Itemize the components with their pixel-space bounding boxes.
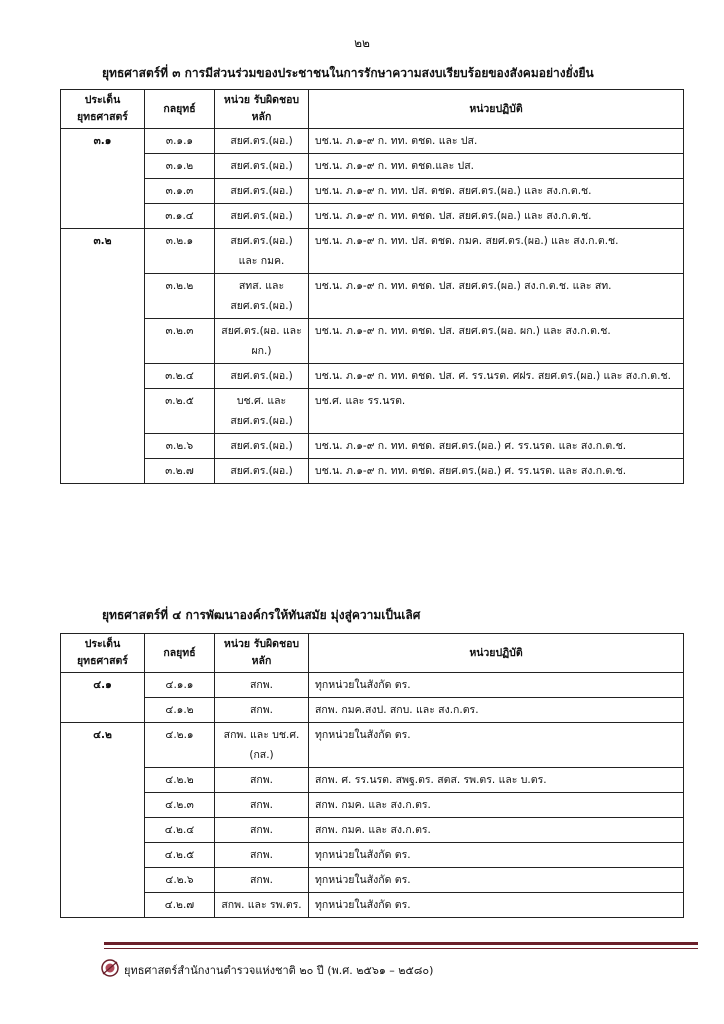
- operators-cell: บช.ศ. และ รร.นรต.: [309, 389, 684, 434]
- operators-cell: ทุกหน่วยในสังกัด ตร.: [309, 723, 684, 768]
- table-row: [61, 364, 684, 389]
- operators-cell: บช.น. ภ.๑-๙ ก. ทท. ปส. ตชด. กมค. สยศ.ตร.(ผอ.) และ สง.ก.ต.ช.: [309, 229, 684, 274]
- table-row: [61, 459, 684, 484]
- responsible-cell: สกพ.: [215, 843, 309, 868]
- substrategy-cell: ๓.๒.๒: [145, 274, 215, 319]
- operators-cell: บช.น. ภ.๑-๙ ก. ทท. ตชด. ปส. สยศ.ตร.(ผอ. ผก.) และ สง.ก.ต.ช.: [309, 319, 684, 364]
- substrategy-cell: ๓.๑.๓: [145, 179, 215, 204]
- responsible-cell: สยศ.ตร.(ผอ.): [215, 364, 309, 389]
- substrategy-cell: ๓.๒.๔: [145, 364, 215, 389]
- section4-title: ยุทธศาสตร์ที่ ๔ การพัฒนาองค์กรให้ทันสมัย มุ่งสู่ความเป็นเลิศ: [102, 608, 421, 622]
- header-operators: หน่วยปฏิบัติ: [309, 634, 684, 673]
- responsible-cell: สยศ.ตร.(ผอ.): [215, 179, 309, 204]
- table-row: [61, 154, 684, 179]
- section3-title: ยุทธศาสตร์ที่ ๓ การมีส่วนร่วมของประชาชนในการรักษาความสงบเรียบร้อยของสังคมอย่างยั่งยืน: [102, 66, 594, 80]
- substrategy-cell: ๓.๒.๕: [145, 389, 215, 434]
- substrategy-cell: ๓.๒.๑: [145, 229, 215, 274]
- substrategy-cell: ๓.๒.๗: [145, 459, 215, 484]
- operators-cell: บช.น. ภ.๑-๙ ก. ทท. ตชด. ปส. สยศ.ตร.(ผอ.) สง.ก.ต.ช. และ สท.: [309, 274, 684, 319]
- substrategy-cell: ๔.๒.๓: [145, 793, 215, 818]
- substrategy-cell: ๓.๒.๖: [145, 434, 215, 459]
- responsible-cell: สยศ.ตร.(ผอ. และ ผก.): [215, 319, 309, 364]
- header-operators: หน่วยปฏิบัติ: [309, 90, 684, 129]
- substrategy-cell: ๔.๑.๑: [145, 673, 215, 698]
- police-emblem-icon: [100, 958, 120, 978]
- table-row: [61, 204, 684, 229]
- table-row: [61, 129, 684, 154]
- footer-rule-thick: [104, 942, 698, 945]
- header-issue: ประเด็น ยุทธศาสตร์: [61, 90, 145, 129]
- responsible-cell: สยศ.ตร.(ผอ.): [215, 434, 309, 459]
- substrategy-cell: ๔.๒.๕: [145, 843, 215, 868]
- operators-cell: สกพ. กมค. และ สง.ก.ตร.: [309, 818, 684, 843]
- table-header-row: [61, 634, 684, 673]
- operators-cell: ทุกหน่วยในสังกัด ตร.: [309, 843, 684, 868]
- issue-cell: ๔.๑: [61, 673, 145, 723]
- responsible-cell: สยศ.ตร.(ผอ.): [215, 129, 309, 154]
- header-issue: ประเด็น ยุทธศาสตร์: [61, 634, 145, 673]
- table-row: [61, 274, 684, 319]
- substrategy-cell: ๓.๑.๒: [145, 154, 215, 179]
- operators-cell: บช.น. ภ.๑-๙ ก. ทท. ตชด. ปส. ศ. รร.นรต. ศฝร. สยศ.ตร.(ผอ.) และ สง.ก.ต.ช.: [309, 364, 684, 389]
- table-row: [61, 229, 684, 274]
- operators-cell: ทุกหน่วยในสังกัด ตร.: [309, 893, 684, 918]
- substrategy-cell: ๓.๑.๑: [145, 129, 215, 154]
- responsible-cell: สกพ.: [215, 868, 309, 893]
- substrategy-cell: ๔.๒.๖: [145, 868, 215, 893]
- table-row: [61, 319, 684, 364]
- substrategy-cell: ๓.๒.๓: [145, 319, 215, 364]
- operators-cell: ทุกหน่วยในสังกัด ตร.: [309, 868, 684, 893]
- footer-text: ยุทธศาสตร์สำนักงานตำรวจแห่งชาติ ๒๐ ปี (พ.ศ. ๒๕๖๑ – ๒๕๘๐): [124, 964, 434, 977]
- responsible-cell: สยศ.ตร.(ผอ.): [215, 154, 309, 179]
- operators-cell: บช.น. ภ.๑-๙ ก. ทท. ปส. ตชด. สยศ.ตร.(ผอ.) และ สง.ก.ต.ช.: [309, 179, 684, 204]
- page-number: ๒๒: [354, 36, 370, 50]
- header-substrategy: กลยุทธ์: [145, 634, 215, 673]
- responsible-cell: สกพ.: [215, 793, 309, 818]
- table-row: [61, 179, 684, 204]
- header-substrategy: กลยุทธ์: [145, 90, 215, 129]
- table-row: [61, 768, 684, 793]
- responsible-cell: บช.ศ. และ สยศ.ตร.(ผอ.): [215, 389, 309, 434]
- operators-cell: ทุกหน่วยในสังกัด ตร.: [309, 673, 684, 698]
- substrategy-cell: ๓.๑.๔: [145, 204, 215, 229]
- substrategy-cell: ๔.๒.๒: [145, 768, 215, 793]
- operators-cell: สกพ. กมค. และ สง.ก.ตร.: [309, 793, 684, 818]
- operators-cell: บช.น. ภ.๑-๙ ก. ทท. ตชด. สยศ.ตร.(ผอ.) ศ. รร.นรต. และ สง.ก.ต.ช.: [309, 459, 684, 484]
- footer-rule-thin: [104, 948, 698, 949]
- table-row: [61, 434, 684, 459]
- responsible-cell: สกพ. และ บช.ศ. (กส.): [215, 723, 309, 768]
- responsible-cell: สกพ.: [215, 768, 309, 793]
- issue-cell: ๓.๒: [61, 229, 145, 484]
- issue-cell: ๓.๑: [61, 129, 145, 229]
- operators-cell: สกพ. ศ. รร.นรต. สพฐ.ตร. สตส. รพ.ตร. และ บ.ตร.: [309, 768, 684, 793]
- responsible-cell: สกพ. และ รพ.ตร.: [215, 893, 309, 918]
- responsible-cell: สยศ.ตร.(ผอ.): [215, 204, 309, 229]
- table-row: [61, 893, 684, 918]
- substrategy-cell: ๔.๑.๒: [145, 698, 215, 723]
- substrategy-cell: ๔.๒.๔: [145, 818, 215, 843]
- issue-cell: ๔.๒: [61, 723, 145, 918]
- responsible-cell: สกพ.: [215, 673, 309, 698]
- table-row: [61, 868, 684, 893]
- responsible-cell: สยศ.ตร.(ผอ.): [215, 459, 309, 484]
- header-responsible: หน่วย รับผิดชอบหลัก: [215, 90, 309, 129]
- section4-table: [60, 633, 684, 918]
- substrategy-cell: ๔.๒.๗: [145, 893, 215, 918]
- table-row: [61, 843, 684, 868]
- operators-cell: สกพ. กมค.สงป. สกบ. และ สง.ก.ตร.: [309, 698, 684, 723]
- operators-cell: บช.น. ภ.๑-๙ ก. ทท. ตชด. และ ปส.: [309, 129, 684, 154]
- operators-cell: บช.น. ภ.๑-๙ ก. ทท. ตชด. ปส. สยศ.ตร.(ผอ.) และ สง.ก.ต.ช.: [309, 204, 684, 229]
- table-row: [61, 818, 684, 843]
- operators-cell: บช.น. ภ.๑-๙ ก. ทท. ตชด.และ ปส.: [309, 154, 684, 179]
- table-row: [61, 723, 684, 768]
- table-header-row: [61, 90, 684, 129]
- header-responsible: หน่วย รับผิดชอบหลัก: [215, 634, 309, 673]
- section3-table: [60, 89, 684, 484]
- responsible-cell: สกพ.: [215, 698, 309, 723]
- responsible-cell: สกพ.: [215, 818, 309, 843]
- table-row: [61, 389, 684, 434]
- table-row: [61, 698, 684, 723]
- substrategy-cell: ๔.๒.๑: [145, 723, 215, 768]
- operators-cell: บช.น. ภ.๑-๙ ก. ทท. ตชด. สยศ.ตร.(ผอ.) ศ. รร.นรต. และ สง.ก.ต.ช.: [309, 434, 684, 459]
- responsible-cell: สยศ.ตร.(ผอ.) และ กมค.: [215, 229, 309, 274]
- table-row: [61, 793, 684, 818]
- table-row: [61, 673, 684, 698]
- responsible-cell: สทส. และ สยศ.ตร.(ผอ.): [215, 274, 309, 319]
